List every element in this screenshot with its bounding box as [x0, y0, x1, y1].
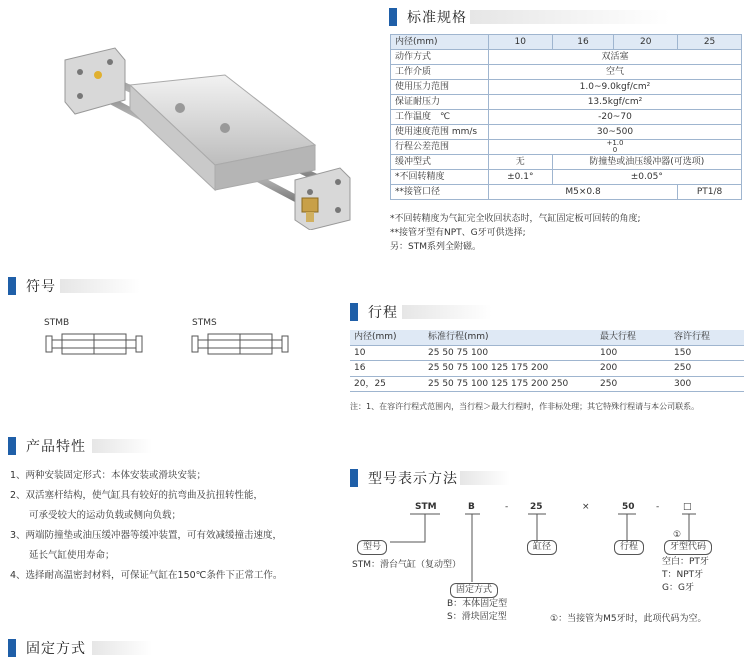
fixing-section-title: 固定方式	[8, 638, 86, 658]
list-item: 3、两端防撞垫或油压缓冲器等缓冲装置，可有效减缓撞击速度，	[10, 530, 283, 541]
spec-row: **接管口径 M5×0.8 PT1/8	[391, 185, 742, 200]
spec-row: 动作方式 双活塞	[391, 50, 742, 65]
table-row: 16 25 50 75 100 125 175 200 200 250	[350, 361, 744, 377]
model-stroke-box: 行程	[614, 540, 644, 555]
table-row: 20，25 25 50 75 100 125 175 200 250 250 300	[350, 376, 744, 392]
stroke-table	[350, 330, 744, 392]
features-list	[10, 466, 282, 586]
list-item: 1、两种安装固定形式：本体安装或滑块安装；	[10, 470, 207, 481]
table-row: 10 25 50 75 100 100 150	[350, 345, 744, 361]
section-marker	[350, 303, 358, 321]
spec-row: *不回转精度 ±0.1° ±0.05°	[391, 170, 742, 185]
section-rule	[402, 305, 492, 319]
spec-notes: *不回转精度为气缸完全收回状态时，气缸固定板可回转的角度; **接管牙型有NPT、G牙可供选择; 另：STM系列全附磁。	[390, 214, 641, 252]
symbol-section-title: 符号	[8, 276, 56, 296]
symbol-label-stmb: STMB	[44, 318, 70, 328]
stroke-header-row: 内径(mm) 标准行程(mm) 最大行程 容许行程	[350, 330, 744, 345]
section-rule	[92, 439, 152, 453]
model-section-title: 型号表示方法	[350, 468, 458, 488]
spec-row: 使用速度范围 mm/s 30~500	[391, 125, 742, 140]
section-marker	[389, 8, 397, 26]
model-fix-box: 固定方式	[450, 583, 498, 598]
spec-header-row: 内径(mm) 10 16 20 25	[391, 35, 742, 50]
section-rule	[92, 641, 152, 655]
circled-one-mark: ①	[673, 530, 682, 540]
model-bore-box: 缸径	[527, 540, 557, 555]
model-fix-options: B：本体固定型 S：滑块固定型	[447, 599, 508, 622]
model-type-desc: STM：滑台气缸（复动型）	[352, 560, 461, 570]
product-image	[40, 30, 370, 230]
features-section-title: 产品特性	[8, 436, 86, 456]
section-marker	[8, 639, 16, 657]
model-thread-box: 牙型代码	[664, 540, 712, 555]
section-marker	[350, 469, 358, 487]
list-item: 可承受较大的运动负载或侧向负载；	[10, 510, 182, 521]
spec-row: 工作介质 空气	[391, 65, 742, 80]
list-item: 2、双活塞杆结构，使气缸具有较好的抗弯曲及抗扭转性能，	[10, 490, 264, 501]
spec-section-title: 标准规格	[389, 7, 467, 27]
model-type-box: 型号	[357, 540, 387, 555]
section-rule	[470, 10, 670, 24]
symbol-label-stms: STMS	[192, 318, 217, 328]
model-note: ①：当接管为M5牙时，此项代码为空。	[550, 614, 707, 624]
stroke-section-title: 行程	[350, 302, 398, 322]
section-rule	[60, 279, 140, 293]
spec-row: 缓冲型式 无 防撞垫或油压缓冲器(可选项)	[391, 155, 742, 170]
spec-row: 工作温度 ℃ -20~70	[391, 110, 742, 125]
section-rule	[460, 471, 510, 485]
section-marker	[8, 437, 16, 455]
stroke-note: 注：1、在容许行程式范围内，当行程＞最大行程时，作非标处理；其它特殊行程请与本公司联系。	[350, 402, 700, 411]
spec-row: 保证耐压力 13.5kgf/cm²	[391, 95, 742, 110]
section-marker	[8, 277, 16, 295]
spec-table	[390, 34, 742, 200]
list-item: 4、选择耐高温密封材料，可保证气缸在150℃条件下正常工作。	[10, 570, 283, 581]
symbol-stmb-diagram	[44, 330, 144, 358]
spec-row: 使用压力范围 1.0~9.0kgf/cm²	[391, 80, 742, 95]
symbol-stms-diagram	[190, 330, 290, 358]
model-thread-options: 空白：PT牙 T：NPT牙 G：G牙	[662, 557, 709, 593]
list-item: 延长气缸使用寿命；	[10, 550, 115, 561]
spec-row: 行程公差范围 +1.0 0	[391, 140, 742, 155]
